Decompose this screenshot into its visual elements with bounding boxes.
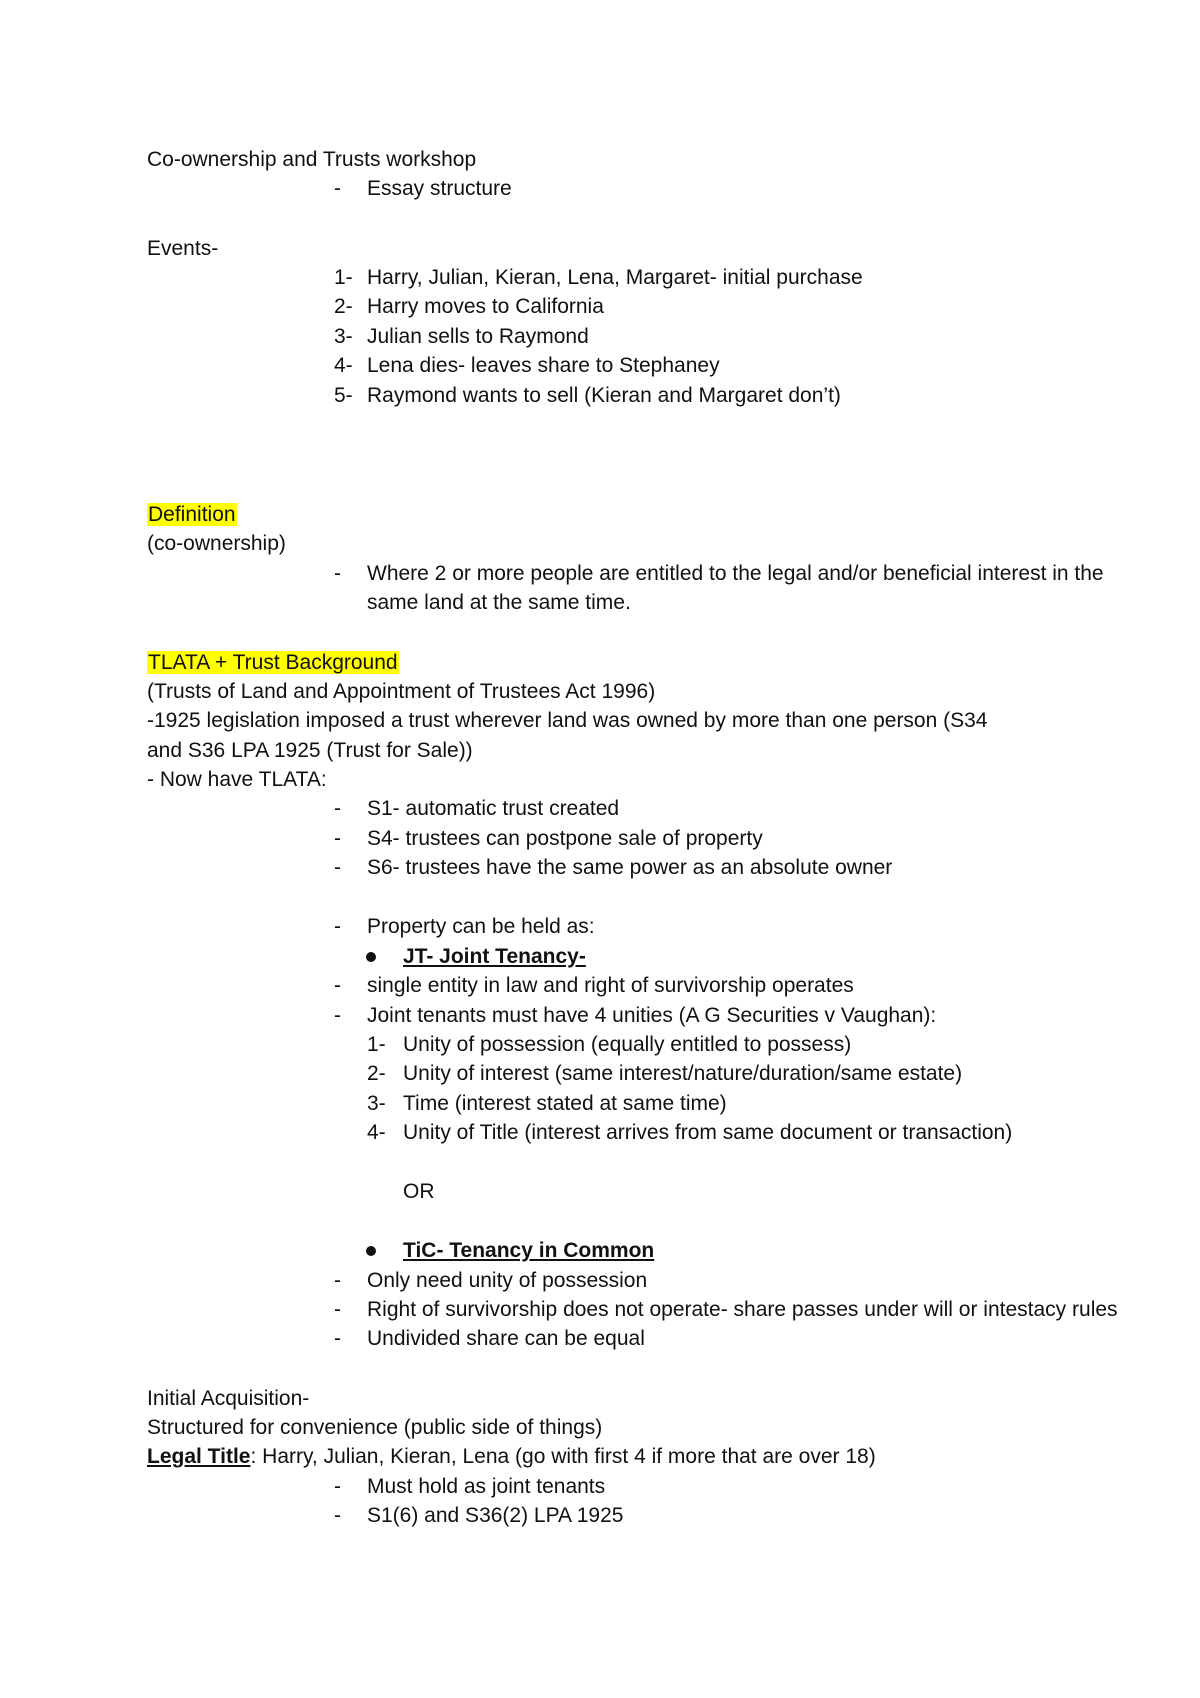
definition-sub: (co-ownership) <box>147 532 286 555</box>
tlata-paragraph: -1925 legislation imposed a trust wherever land was owned by more than one person (S34 <box>147 709 988 732</box>
highlighted-heading: TLATA + Trust Background <box>148 651 398 674</box>
tlata-heading <box>147 650 399 676</box>
doc-title: Co-ownership and Trusts workshop <box>147 148 477 171</box>
round-bullet-icon <box>366 1246 376 1256</box>
document-page: Co-ownership and Trusts workshop - Essay structure Events- 1- Harry, Julian, Kieran, Lena, Margaret- initial purchase 2- Harry moves to California 3- Julian sells to Raymond 4- Lena dies- leaves share to Stephaney 5- Raymond wants to sell (Kieran and Margaret don’t) Definition (co-ownership) - Where 2 or more people are entitled to the legal and/or beneficial interest in the same land at the same time. TLATA + Trust Background (Trusts of Land and Appointment of Trustees Act 1996) -1925 legislation imposed a trust wherever land was owned by more than one person (S34 and S36 LPA 1925 (Trust for Sale)) - Now have TLATA: - S1- automatic trust created - S4- trustees can postpone sale of property - S6- trustees have the same power as an absolute owner - Property can be held as: JT- Joint Tenancy- - single entity in law and right of survivorship operates - Joint tenants must have 4 unities (A G Securities v Vaughan): 1- Unity of possession (equally entitled to possess) 2- Unity of interest (same interest/nature/duration/same estate) 3- Time (interest stated at same time) 4- Unity of Title (interest arrives from same document or transaction) OR TiC- Tenancy in Common - Only need unity of possession - Right of survivorship does not operate- share passes under will or intestacy rules - Undivided share can be equal Initial Acquisition- Structured for convenience (public side of things) Legal Title: Harry, Julian, Kieran, Lena (go with first 4 if more that are over 18) - Must hold as joint tenants - S1(6) and S36(2) LPA 1925 <box>147 148 1118 1527</box>
doc-subtitle: Essay structure <box>367 177 512 200</box>
highlighted-heading: Definition <box>148 503 236 526</box>
definition-heading <box>147 502 237 528</box>
dash: - <box>334 177 341 200</box>
round-bullet-icon <box>366 952 376 962</box>
definition-text: Where 2 or more people are entitled to the legal and/or beneficial interest in the <box>367 562 1104 585</box>
jt-heading: JT- Joint Tenancy- <box>403 945 586 968</box>
or-text: OR <box>403 1180 435 1203</box>
legal-title-label: Legal Title <box>147 1445 251 1468</box>
initial-heading: Initial Acquisition- <box>147 1387 310 1410</box>
tlata-act: (Trusts of Land and Appointment of Trustees Act 1996) <box>147 680 656 703</box>
legal-title-text: : Harry, Julian, Kieran, Lena (go with first 4 if more that are over 18) <box>250 1445 876 1468</box>
initial-structured: Structured for convenience (public side of things) <box>147 1416 603 1439</box>
legal-title-line <box>147 1444 876 1470</box>
tlata-paragraph: and S36 LPA 1925 (Trust for Sale)) <box>147 739 473 762</box>
events-heading: Events- <box>147 237 219 260</box>
tlata-paragraph: - Now have TLATA: <box>147 768 327 791</box>
tic-heading: TiC- Tenancy in Common <box>403 1239 655 1262</box>
